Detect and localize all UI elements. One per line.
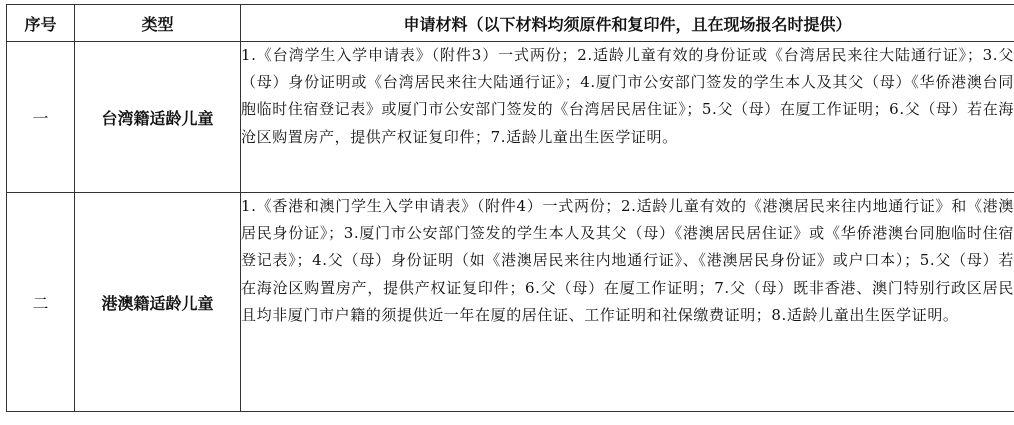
table-row: [7, 42, 1014, 193]
row-type: 港澳籍适龄儿童: [75, 193, 241, 412]
row-index: 一: [7, 42, 75, 193]
requirements-table: [6, 4, 1014, 412]
row-materials: 1.《台湾学生入学申请表》（附件3）一式两份；2.适龄儿童有效的身份证或《台湾居民来往大陆通行证》；3.父（母）身份证明或《台湾居民来往大陆通行证》；4.厦门市公安部门签发的学生本人及其父（母）《华侨港澳台同胞临时住宿登记表》或厦门市公安部门签发的《台湾居民居住证》；5.父（母）在厦工作证明；6.父（母）若在海沧区购置房产，提供产权证复印件；7.适龄儿童出生医学证明。: [241, 42, 1014, 193]
header-materials: 申请材料（以下材料均须原件和复印件，且在现场报名时提供）: [241, 5, 1014, 42]
table-row: [7, 193, 1014, 412]
row-index: 二: [7, 193, 75, 412]
row-materials: 1.《香港和澳门学生入学申请表》（附件4）一式两份；2.适龄儿童有效的《港澳居民来往内地通行证》和《港澳居民身份证》；3.厦门市公安部门签发的学生本人及其父（母）《港澳居民居住证》或《华侨港澳台同胞临时住宿登记表》；4.父（母）身份证明（如《港澳居民来往内地通行证》、《港澳居民身份证》或户口本）；5.父（母）若在海沧区购置房产，提供产权证复印件；6.父（母）在厦工作证明；7.父（母）既非香港、澳门特别行政区居民且均非厦门市户籍的须提供近一年在厦的居住证、工作证明和社保缴费证明；8.适龄儿童出生医学证明。: [241, 193, 1014, 412]
row-type: 台湾籍适龄儿童: [75, 42, 241, 193]
header-index: 序号: [7, 5, 75, 42]
header-row: [7, 5, 1014, 42]
header-type: 类型: [75, 5, 241, 42]
